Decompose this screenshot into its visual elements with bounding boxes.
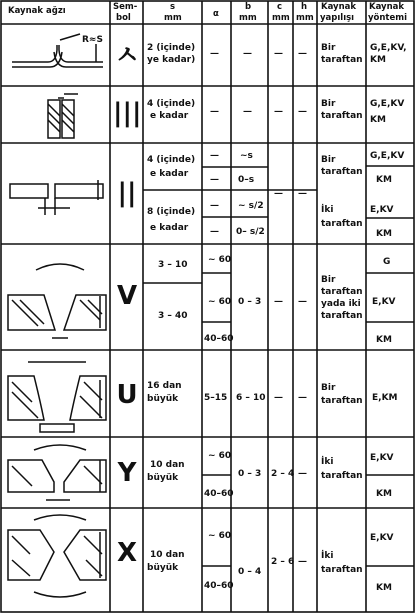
header-c-unit: mm [272,13,290,23]
header-kaynak-agzi: Kaynak ağzı [8,6,66,16]
row3b-s-line1: 8 (içinde) [147,207,196,217]
row1-h: — [298,49,307,59]
weld-drawing-x [8,515,106,597]
row2-yapilis-2: taraftan [321,111,363,121]
header-s-unit: mm [164,13,182,23]
row2-c: — [274,107,283,117]
row7-yapilis-1: İki [321,551,334,561]
weld-drawing-v [8,264,106,338]
row7-h: — [298,557,307,567]
row3a-b-a: ~s [240,151,253,161]
row2-alpha: — [210,107,219,117]
row7-alpha-a: ~ 60 [208,531,232,541]
row6-alpha-a: ~ 60 [208,451,232,461]
row4-alpha-c: 40–60 [204,334,234,344]
row3a-s-line1: 4 (içinde) [147,155,196,165]
row6-yapilis-1: İki [321,457,334,467]
row5-yapilis-2: taraftan [321,396,363,406]
row7-s-line2: büyük [147,563,179,573]
row2-s-line2: e kadar [150,111,189,121]
row3b-alpha-a: — [210,201,219,211]
row2-b: — [243,107,252,117]
row6-s-line1: 10 dan [150,460,185,470]
row3a-yapilis-2: taraftan [321,167,363,177]
header-h-unit: mm [296,13,314,23]
row6-symbol: Y [117,458,137,488]
weld-drawing-square-butt [10,180,103,215]
row4-symbol: V [116,281,138,311]
row2-yontem-1: G,E,KV [370,99,405,109]
row7-yontem-b: KM [376,583,392,593]
row5-h: — [298,393,307,403]
row4-c: — [274,297,283,307]
row5-b: 6 – 10 [236,393,266,403]
row7-s-line1: 10 dan [150,550,185,560]
header-c: c [277,2,283,12]
row4-b: 0 – 3 [238,297,262,307]
row1-c: — [274,49,283,59]
row1-yontem-1: G,E,KV, [370,43,407,53]
row1-yontem-2: KM [370,55,386,65]
row3a-alpha-a: — [210,151,219,161]
row4-yontem-a: G [383,257,391,267]
weld-drawing-square [48,94,78,138]
row3b-yontem-a: E,KV [370,205,394,215]
row3b-s-line2: e kadar [150,223,189,233]
row1-yapilis-2: taraftan [321,55,363,65]
row2-yontem-2: KM [370,115,386,125]
row3a-alpha-b: — [210,175,219,185]
weld-drawing-u [8,362,106,432]
row7-b: 0 – 4 [238,567,262,577]
row6-h: — [298,469,307,479]
row7-yontem-a: E,KV [370,533,394,543]
row4-yapilis-4: taraftan [321,311,363,321]
header-h: h [301,2,308,12]
row1-symbol: ㅅ [114,41,140,71]
row2-s-line1: 4 (içinde) [147,99,196,109]
row1-s-line2: ye kadar) [147,55,196,65]
row2-symbol: ||| [113,98,142,128]
row3b-yapilis-2: taraftan [321,219,363,229]
row3a-yontem-a: G,E,KV [370,151,405,161]
row7-symbol: X [116,538,138,568]
row3a-yontem-b: KM [376,175,392,185]
row3-h: — [298,189,307,199]
header-alpha: α [213,9,219,19]
row6-b: 0 – 3 [238,469,262,479]
row2-h: — [298,107,307,117]
row4-alpha-b: ~ 60 [208,297,232,307]
row5-yapilis-1: Bir [321,383,336,393]
row3b-b-b: 0– s/2 [236,227,265,237]
row4-h: — [298,297,307,307]
row4-alpha-a: ~ 60 [208,255,232,265]
header-sembol-2: bol [116,13,131,23]
row5-symbol: U [116,380,138,410]
row3a-yapilis-1: Bir [321,155,336,165]
row3-symbol: || [117,178,137,208]
row7-yapilis-2: taraftan [321,565,363,575]
drawing-label-r: R≈S [82,35,103,45]
row7-c: 2 – 6 [271,557,295,567]
row3a-b-b: 0–s [238,175,255,185]
header-sembol-1: Sem- [113,2,138,12]
row1-b: — [243,49,252,59]
row1-yapilis-1: Bir [321,43,336,53]
row5-c: — [274,393,283,403]
row1-alpha: — [210,49,219,59]
row6-yontem-b: KM [376,489,392,499]
row5-alpha: 5–15 [204,393,228,403]
row3b-yontem-b: KM [376,229,392,239]
row6-s-line2: büyük [147,473,179,483]
header-yapilis-2: yapılışı [320,13,355,23]
header-yontem-1: Kaynak [369,2,405,12]
row4-yontem-c: KM [376,335,392,345]
row4-yapilis-3: yada iki [321,299,361,309]
row3a-s-line2: e kadar [150,169,189,179]
header-b: b [245,2,252,12]
row3-c: — [274,189,283,199]
weld-drawing-y [8,445,106,500]
header-yapilis-1: Kaynak [321,2,357,12]
row4-s-a: 3 – 10 [158,260,188,270]
row7-alpha-b: 40–60 [204,581,234,591]
row4-yontem-b: E,KV [372,297,396,307]
row6-c: 2 – 4 [271,469,295,479]
row4-s-b: 3 – 40 [158,311,188,321]
row3b-b-a: ~ s/2 [238,201,264,211]
row4-yapilis-1: Bir [321,275,336,285]
header-b-unit: mm [239,13,257,23]
row4-yapilis-2: taraftan [321,287,363,297]
row5-s-line2: büyük [147,394,179,404]
header-s: s [170,2,176,12]
row6-yapilis-2: taraftan [321,471,363,481]
header-yontem-2: yöntemi [368,13,408,23]
row6-yontem-a: E,KV [370,453,394,463]
row3b-yapilis-1: İki [321,205,334,215]
row1-s-line1: 2 (içinde) [147,43,196,53]
row5-s-line1: 16 dan [147,381,182,391]
row6-alpha-b: 40–60 [204,489,234,499]
row2-yapilis-1: Bir [321,99,336,109]
row5-yontem: E,KM [372,393,398,403]
row3b-alpha-b: — [210,227,219,237]
